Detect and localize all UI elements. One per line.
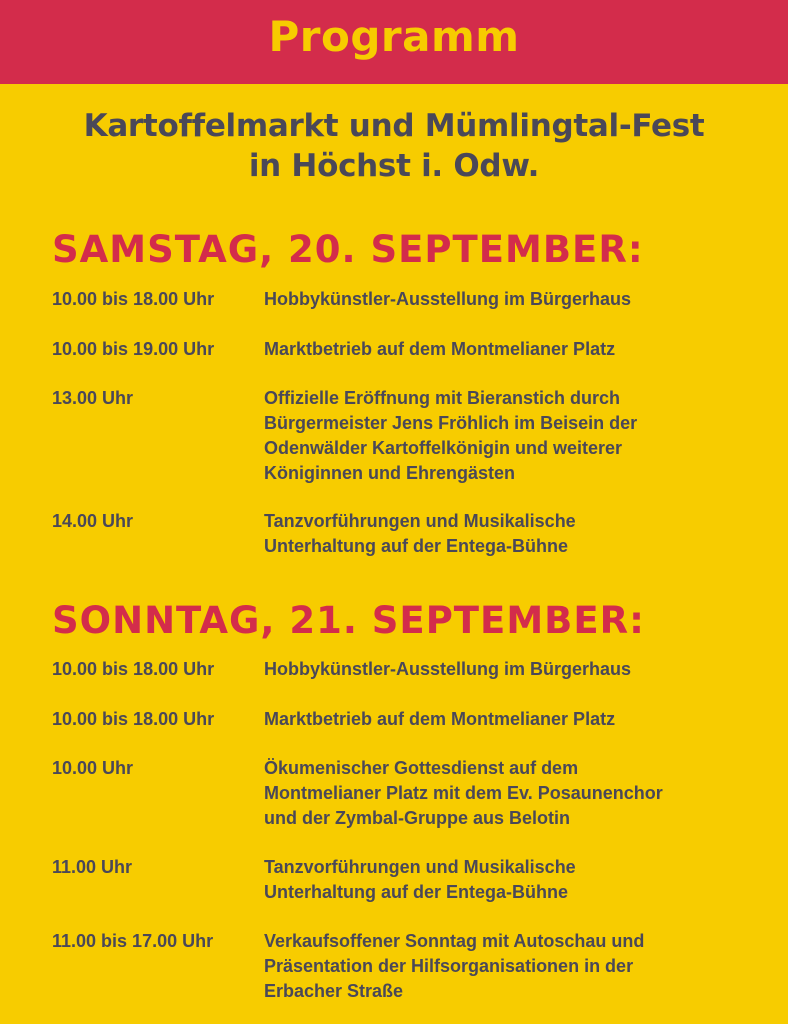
event-time: 11.00 bis 17.00 Uhr	[52, 931, 214, 951]
event-description: Marktbetrieb auf dem Montmelianer Platz	[264, 339, 616, 359]
event-description: Tanzvorführungen und Musikalische Unterhaltung auf der Entega-Bühne	[264, 857, 576, 902]
event-description: Marktbetrieb auf dem Montmelianer Platz	[264, 709, 616, 729]
saturday-heading: SAMSTAG, 20. SEPTEMBER:	[52, 228, 644, 271]
page-title: Programm	[268, 11, 520, 61]
event-description: Tanzvorführungen und Musikalische Unterhaltung auf der Entega-Bühne	[264, 511, 576, 556]
event-time: 10.00 bis 18.00 Uhr	[52, 289, 215, 309]
sunday-heading: SONNTAG, 21. SEPTEMBER:	[52, 599, 645, 642]
subtitle-line-1: Kartoffelmarkt und Mümlingtal-Fest	[83, 108, 705, 144]
event-description: Hobbykünstler-Ausstellung im Bürgerhaus	[264, 289, 632, 309]
title-banner	[0, 0, 788, 84]
event-subtitle	[0, 106, 788, 186]
event-description: Offizielle Eröffnung mit Bieranstich durch Bürgermeister Jens Fröhlich im Beisein der Odenwälder Kartoffelkönigin und weiterer Königinnen und Ehrengästen	[264, 388, 638, 483]
event-time: 10.00 bis 19.00 Uhr	[52, 339, 215, 359]
event-time: 14.00 Uhr	[52, 511, 134, 531]
event-description: Ökumenischer Gottesdienst auf dem Montmelianer Platz mit dem Ev. Posaunenchor und der Zymbal-Gruppe aus Belotin	[264, 758, 663, 828]
event-time: 10.00 bis 18.00 Uhr	[52, 659, 215, 679]
subtitle-line-2: in Höchst i. Odw.	[248, 148, 540, 184]
event-time: 10.00 bis 18.00 Uhr	[52, 709, 215, 729]
event-time: 10.00 Uhr	[52, 758, 134, 778]
event-description: Hobbykünstler-Ausstellung im Bürgerhaus	[264, 659, 632, 679]
event-time: 11.00 Uhr	[52, 857, 133, 877]
event-description: Verkaufsoffener Sonntag mit Autoschau und Präsentation der Hilfsorganisationen in der Erbacher Straße	[264, 931, 645, 1001]
event-time: 13.00 Uhr	[52, 388, 134, 408]
